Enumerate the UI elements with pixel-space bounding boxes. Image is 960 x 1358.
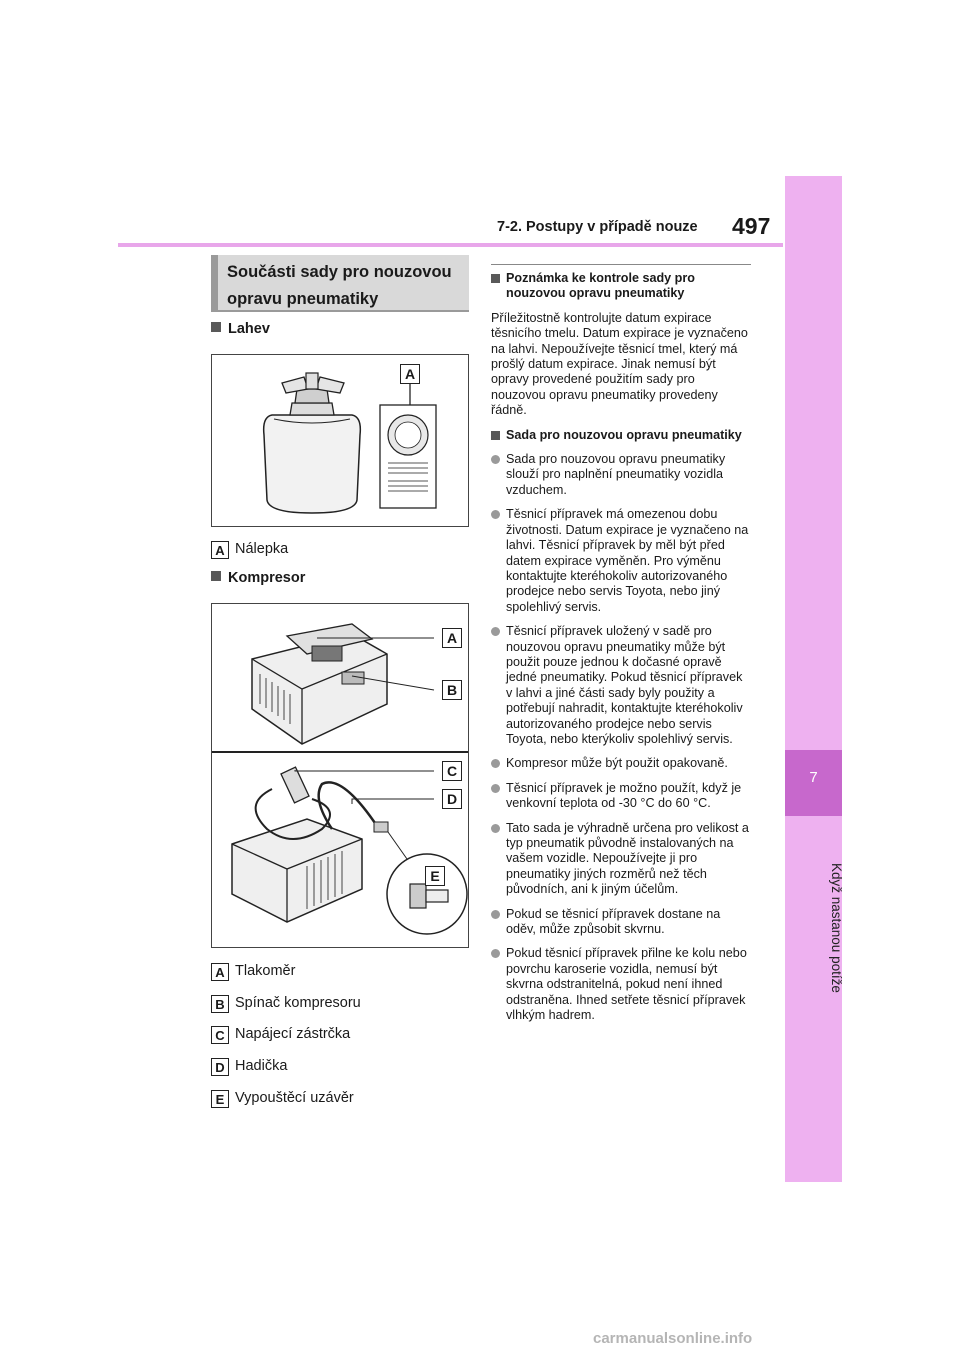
figure-callout-e: E <box>425 866 445 886</box>
round-bullet-icon <box>491 910 500 919</box>
figure-callout-a: A <box>400 364 420 384</box>
watermark-footer: carmanualsonline.info <box>593 1330 753 1347</box>
chapter-tab-strip <box>785 176 842 1182</box>
round-bullet-icon <box>491 759 500 768</box>
bullet-item: Tato sada je výhradně určena pro velikost a typ pneumatik původně instalovaných na vašem vozidle. Nepoužívejte ji pro pneumatiky jiných rozměrů než těch původních, ani k jiným účelům. <box>491 821 751 898</box>
bullet-item: Pokud těsnicí přípravek přilne ke kolu nebo povrchu karoserie vozidla, nemusí být skvrna odstranitelná, pokud není ihned odstraněna. Ihned setřete těsnicí přípravek vlhkým hadrem. <box>491 946 751 1023</box>
bullet-item: Kompresor může být použit opakovaně. <box>491 756 751 771</box>
compressor-illustration <box>212 604 469 948</box>
figure-callout-c: C <box>442 761 462 781</box>
callout-b: B <box>211 995 229 1013</box>
callout-c: C <box>211 1026 229 1044</box>
note-heading-kit-check: Poznámka ke kontrole sady pro nouzovou opravu pneumatiky <box>491 271 751 302</box>
round-bullet-icon <box>491 784 500 793</box>
notes-column <box>491 264 751 1032</box>
callout-d: D <box>211 1058 229 1076</box>
note-paragraph-expiry: Příležitostně kontrolujte datum expirace těsnicího tmelu. Datum expirace je vyznačeno na lahvi. Nepoužívejte těsnicí tmel, který má prošlý datum expirace. Jinak nemusí být opravy provedené použitím sady pro nouzovou opravu pneumatiky provedeny řádně. <box>491 310 748 418</box>
bullet-item: Sada pro nouzovou opravu pneumatiky slouží pro naplnění pneumatiky vozidla vzduchem. <box>491 452 751 498</box>
square-bullet-icon <box>491 431 500 440</box>
round-bullet-icon <box>491 627 500 636</box>
compressor-heading: Kompresor <box>211 570 305 587</box>
compressor-figure <box>211 603 469 948</box>
square-bullet-icon <box>211 322 221 332</box>
header-section-title: 7-2. Postupy v případě nouze <box>497 219 698 235</box>
compressor-legend-e: E Vypouštěcí uzávěr <box>211 1089 354 1108</box>
callout-a: A <box>211 541 229 559</box>
round-bullet-icon <box>491 455 500 464</box>
compressor-legend-d: D Hadička <box>211 1057 287 1076</box>
bullet-item: Těsnicí přípravek má omezenou dobu životnosti. Datum expirace je vyznačeno na lahvi. Těsnicí přípravek by měl být před datem expirace vyměněn. Pro výměnu kontaktujte kteréhokoliv autorizovaného prodejce nebo servis Toyota, nebo jiný spolehlivý servis. <box>491 507 751 615</box>
bottle-heading: Lahev <box>211 321 270 338</box>
bullet-item: Těsnicí přípravek uložený v sadě pro nouzovou opravu pneumatiky může být použit pouze jednou k dočasné opravě jedné pneumatiky. Pokud těsnicí přípravek v lahvi a jiné části sady byly použity a potřebují nahradit, kontaktujte kteréhokoliv autorizovaného prodejce nebo servis Toyota, nebo kterýkoliv spolehlivý servis. <box>491 624 751 747</box>
square-bullet-icon <box>211 571 221 581</box>
section-title-box <box>211 255 469 312</box>
bullet-item: Těsnicí přípravek je možno použít, když je venkovní teplota od -30 °C do 60 °C. <box>491 781 751 812</box>
square-bullet-icon <box>491 274 500 283</box>
bottle-legend-a: A Nálepka <box>211 540 288 559</box>
page-number: 497 <box>732 213 771 239</box>
bottle-figure <box>211 354 469 527</box>
chapter-label: Když nastanou potíže <box>829 863 844 993</box>
section-title: Součásti sady pro nouzovou opravu pneumatiky <box>227 263 452 308</box>
compressor-legend-c: C Napájecí zástrčka <box>211 1025 350 1044</box>
callout-a: A <box>211 963 229 981</box>
figure-callout-a: A <box>442 628 462 648</box>
header-rule <box>118 243 783 247</box>
figure-callout-d: D <box>442 789 462 809</box>
round-bullet-icon <box>491 949 500 958</box>
chapter-number: 7 <box>809 769 818 786</box>
note-heading-kit: Sada pro nouzovou opravu pneumatiky <box>491 428 751 443</box>
figure-callout-b: B <box>442 680 462 700</box>
compressor-legend-a: A Tlakoměr <box>211 962 295 981</box>
bottle-illustration <box>212 355 469 527</box>
round-bullet-icon <box>491 510 500 519</box>
compressor-legend-b: B Spínač kompresoru <box>211 994 361 1013</box>
bullet-item: Pokud se těsnicí přípravek dostane na oděv, může způsobit skvrnu. <box>491 907 751 938</box>
round-bullet-icon <box>491 824 500 833</box>
callout-e: E <box>211 1090 229 1108</box>
